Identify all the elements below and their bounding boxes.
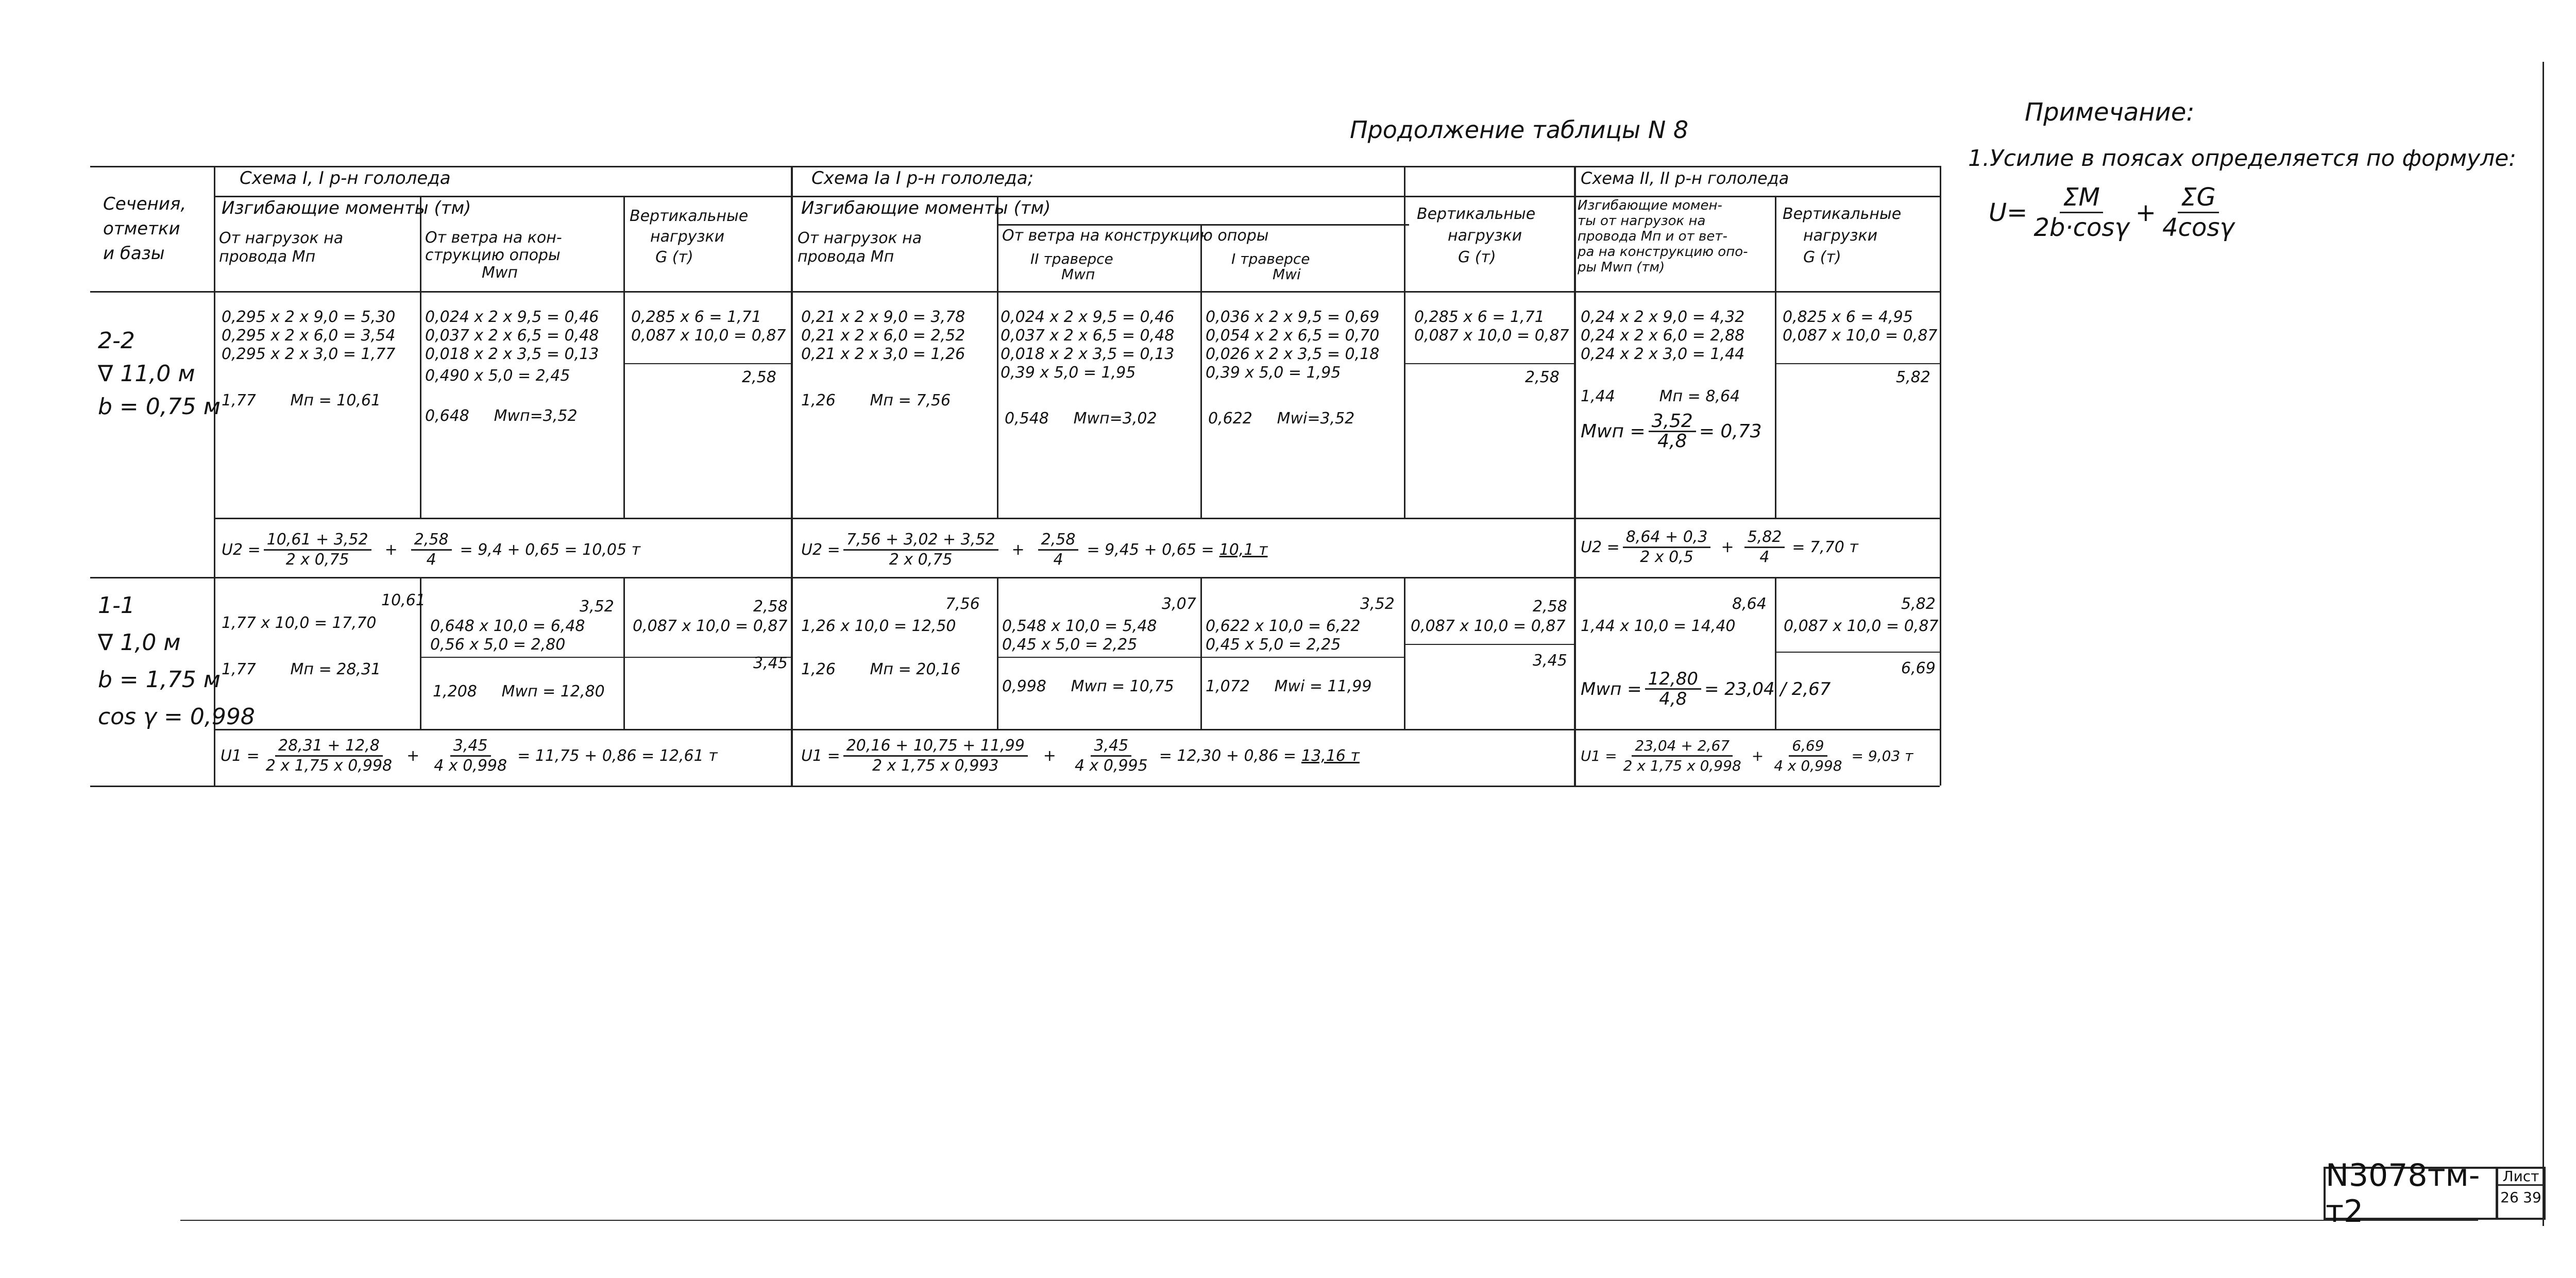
calc-line: 0,026 x 2 x 3,5 = 0,18	[1206, 345, 1380, 363]
calc-line: 0,21 x 2 x 9,0 = 3,78	[801, 308, 965, 326]
u-label: U2 =	[801, 540, 840, 559]
calc-line: 0,39 x 5,0 = 1,95	[1001, 364, 1136, 382]
note-heading: Примечание:	[2025, 98, 2195, 127]
scheme1-wires-header	[219, 229, 343, 266]
header-line: Сечения,	[103, 194, 187, 214]
fraction	[1744, 528, 1785, 567]
scheme1-r11-wind-top: 3,52	[580, 598, 614, 616]
section-base: b = 1,75 м	[98, 667, 221, 693]
scheme1a-r11-t1-sum: 1,072 Mwi = 11,99	[1206, 677, 1372, 695]
calc-line: 0,622 x 10,0 = 6,22	[1206, 617, 1361, 635]
header-line: От нагрузок на	[219, 229, 344, 247]
calc-line: 0,21 x 2 x 3,0 = 1,26	[801, 345, 965, 363]
calc-line: 0,24 x 2 x 3,0 = 1,44	[1581, 345, 1745, 363]
header-line: нагрузки	[1803, 227, 1878, 245]
drawing-code: N3078тм-т2	[2326, 1157, 2480, 1230]
header-line: G (т)	[655, 248, 693, 266]
calc-line: 0,24 x 2 x 6,0 = 2,88	[1581, 327, 1745, 345]
scheme1a-r11-t1	[1206, 617, 1361, 654]
plus-sign: +	[1751, 747, 1764, 764]
scheme1a-r22-wires-sum: 1,26 Mп = 7,56	[801, 391, 951, 410]
scheme1a-u1-formula	[801, 737, 1360, 775]
header-line: и базы	[103, 243, 165, 264]
scheme1-r11-vert: 0,087 x 10,0 = 0,87	[633, 617, 788, 635]
sheet-stamp	[2496, 1167, 2546, 1220]
scheme2-title: Схема II, II р-н гололеда	[1581, 168, 1789, 188]
plus-sign: +	[1011, 540, 1025, 559]
u-label: U1 =	[801, 746, 840, 765]
u-result: = 7,70 т	[1792, 538, 1858, 556]
sheet-numbers	[2498, 1190, 2544, 1205]
scheme1a-r22-vert	[1414, 308, 1569, 345]
header-line: От ветра на кон-	[425, 229, 562, 247]
header-line: ры Mwп (тм)	[1578, 260, 1665, 275]
fraction	[843, 737, 1028, 775]
frac-den: 4 x 0,998	[1774, 757, 1842, 774]
scheme1a-r11-wires-top: 7,56	[945, 595, 980, 613]
header-line: G (т)	[1803, 248, 1841, 266]
section-cos: cos γ = 0,998	[98, 704, 255, 730]
calc-line: 0,018 x 2 x 3,5 = 0,13	[1001, 345, 1175, 363]
scheme1a-r11-t2-sum: 0,998 Mwп = 10,75	[1002, 677, 1174, 695]
frac-den: 4,8	[1659, 689, 1687, 709]
calc-line: 0,295 x 2 x 9,0 = 5,30	[222, 308, 396, 326]
sheet-number: 26	[2500, 1189, 2519, 1206]
frac-den: 2 x 1,75 x 0,993	[872, 757, 999, 775]
plus-sign: +	[406, 746, 420, 765]
frac-num: 23,04 + 2,67	[1632, 737, 1733, 757]
frac-den: 4 x 0,998	[434, 757, 507, 775]
scheme2-r11-m-top: 8,64	[1732, 595, 1767, 613]
scheme1-r22-vert-sum: 2,58	[742, 368, 776, 386]
scheme1-r11-wires-top: 10,61	[381, 591, 426, 609]
header-line: Вертикальные	[1417, 205, 1536, 223]
section-mark: ∇ 11,0 м	[98, 361, 195, 387]
scheme1a-r22-t2-sum: 0,548 Mwп=3,02	[1005, 410, 1157, 428]
mw-label: Mwп =	[1581, 420, 1646, 442]
fraction	[411, 531, 452, 569]
scheme1-r22-wind	[425, 308, 599, 385]
frac-num: 5,82	[1744, 528, 1785, 548]
scheme2-u1-formula	[1581, 737, 1913, 775]
fraction	[1771, 737, 1845, 775]
fraction	[263, 737, 395, 775]
scheme1-title: Схема I, I р-н гололеда	[240, 168, 451, 189]
frac-den: 4	[1053, 551, 1063, 569]
scheme2-r11-vert: 0,087 x 10,0 = 0,87	[1784, 617, 1939, 635]
formula-num: ΣG	[2178, 183, 2219, 213]
scheme2-r22-vert-sum: 5,82	[1896, 368, 1930, 386]
table-title: Продолжение таблицы N 8	[1350, 116, 1689, 144]
frac-num: 2,58	[1038, 531, 1079, 551]
calc-line: 0,548 x 10,0 = 5,48	[1002, 617, 1157, 635]
scheme1-u1-formula	[221, 737, 718, 775]
scheme1-r11-wires-sum: 1,77 Mп = 28,31	[222, 660, 381, 678]
scheme1-u2-formula	[222, 531, 640, 569]
header-line: Вертикальные	[1783, 205, 1902, 223]
formula-frac-moment	[2030, 183, 2132, 242]
mw-result: = 0,73	[1699, 420, 1762, 442]
scheme1a-r22-vert-sum: 2,58	[1525, 368, 1560, 386]
sections-header	[103, 192, 186, 266]
scheme1-r22-vert	[631, 308, 786, 345]
header-line: Mwi	[1273, 266, 1301, 283]
scheme1a-r11-vert-top: 2,58	[1533, 598, 1567, 616]
u-result: = 11,75 + 0,86 = 12,61 т	[517, 746, 718, 765]
drawing-code-stamp	[2324, 1157, 2498, 1230]
calc-line: 0,295 x 2 x 6,0 = 3,54	[222, 327, 396, 345]
u-result: = 9,4 + 0,65 = 10,05 т	[460, 540, 641, 559]
u-result-final: 10,1 т	[1219, 540, 1268, 559]
scheme2-r22-vert	[1783, 308, 1938, 345]
frac-num: 7,56 + 3,02 + 3,52	[843, 531, 998, 551]
formula-den: 2b·cosγ	[2033, 213, 2129, 242]
fraction	[431, 737, 510, 775]
formula-num: ΣM	[2060, 183, 2103, 213]
section-label: 2-2	[98, 328, 135, 354]
formula-plus: +	[2135, 198, 2157, 227]
section-mark: ∇ 1,0 м	[98, 629, 181, 656]
calc-line: 0,024 x 2 x 9,5 = 0,46	[1001, 308, 1175, 326]
header-line: нагрузки	[650, 228, 725, 246]
u-result-final: 13,16 т	[1301, 746, 1360, 765]
calc-line: 0,45 x 5,0 = 2,25	[1206, 636, 1341, 654]
sheet-total: 39	[2523, 1189, 2541, 1206]
calc-line: 0,39 x 5,0 = 1,95	[1206, 364, 1341, 382]
scheme1a-r11-wires: 1,26 x 10,0 = 12,50	[801, 617, 956, 635]
fraction	[1072, 737, 1151, 775]
fraction	[1620, 737, 1744, 775]
scheme1a-r11-t2	[1002, 617, 1157, 654]
frac-den: 4	[426, 551, 436, 569]
scheme1a-wires-header	[798, 229, 922, 266]
scheme1a-moments-header: Изгибающие моменты (тм)	[801, 198, 1051, 218]
scheme1-r11-wind-sum: 1,208 Mwп = 12,80	[433, 683, 605, 701]
fraction	[843, 531, 998, 569]
scheme1-vert-header	[630, 206, 748, 268]
frac-num: 3,45	[450, 737, 491, 757]
calc-line: 0,087 x 10,0 = 0,87	[1783, 327, 1938, 345]
u-result: = 9,03 т	[1851, 747, 1913, 764]
frac-num: 6,69	[1789, 737, 1827, 757]
fraction	[1038, 531, 1079, 569]
frac-den: 2 x 1,75 x 0,998	[265, 757, 393, 775]
fraction	[1645, 670, 1701, 708]
u-label: U2 =	[222, 540, 261, 559]
header-line: провода Mп	[219, 248, 316, 266]
scheme1-r22-wind-sum: 0,648 Mwп=3,52	[425, 407, 578, 425]
scheme1-r11-wires: 1,77 x 10,0 = 17,70	[222, 614, 377, 632]
scheme1-moments-header: Изгибающие моменты (тм)	[222, 198, 471, 218]
scheme1a-r22-wires	[801, 308, 965, 364]
scheme1a-r11-t1-top: 3,52	[1360, 595, 1395, 613]
fraction	[1649, 412, 1696, 451]
scheme2-moments-header	[1578, 198, 1748, 275]
frac-num: 8,64 + 0,3	[1623, 528, 1711, 548]
scheme1a-r11-vert: 0,087 x 10,0 = 0,87	[1411, 617, 1566, 635]
scheme1a-r22-t1-sum: 0,622 Mwi=3,52	[1208, 410, 1355, 428]
frac-den: 4,8	[1657, 431, 1687, 452]
calc-line: 0,285 x 6 = 1,71	[1414, 308, 1545, 326]
section-2-2	[98, 325, 221, 423]
calc-line: 0,037 x 2 x 6,5 = 0,48	[1001, 327, 1175, 345]
scheme2-vert-header	[1783, 203, 1901, 268]
scheme1a-r22-t2	[1001, 308, 1174, 382]
u-label: U2 =	[1581, 538, 1620, 556]
scheme2-r22-m-sum: 1,44 Mп = 8,64	[1581, 387, 1740, 405]
plus-sign: +	[1721, 538, 1734, 556]
header-line: нагрузки	[1448, 227, 1522, 245]
scheme2-r11-vert-sum: 6,69	[1901, 659, 1936, 677]
scheme2-r11-mw	[1581, 670, 1831, 708]
frac-num: 20,16 + 10,75 + 11,99	[843, 737, 1028, 757]
section-base: b = 0,75 м	[98, 394, 221, 420]
frac-den: 2 x 0,75	[285, 551, 349, 569]
header-line: G (т)	[1458, 248, 1496, 266]
u-result: = 12,30 + 0,86 =	[1159, 746, 1296, 765]
u-label: U1 =	[1581, 747, 1617, 764]
header-line: Изгибающие момен-	[1578, 198, 1722, 213]
plus-sign: +	[384, 540, 398, 559]
scheme1a-trav2-header	[1030, 251, 1113, 282]
calc-line: 0,45 x 5,0 = 2,25	[1002, 636, 1138, 654]
header-line: провода Mп и от вет-	[1578, 229, 1727, 244]
header-line: струкцию опоры	[425, 246, 561, 264]
note-formula	[1989, 183, 2241, 242]
frac-den: 2 x 1,75 x 0,998	[1623, 757, 1741, 774]
scheme1-r22-wires-sum: 1,77 Mп = 10,61	[222, 391, 381, 410]
note-text: 1.Усилие в поясах определяется по формуле:	[1968, 145, 2517, 172]
mw-result: = 23,04 / 2,67	[1704, 678, 1831, 700]
frac-num: 2,58	[411, 531, 452, 551]
header-line: ра на конструкцию опо-	[1578, 244, 1748, 260]
scheme1-wind-header	[425, 229, 562, 282]
scheme2-u2-formula	[1581, 528, 1858, 567]
calc-line: 0,825 x 6 = 4,95	[1783, 308, 1913, 326]
calc-line: 0,024 x 2 x 9,5 = 0,46	[425, 308, 599, 326]
calc-line: 0,037 x 2 x 6,5 = 0,48	[425, 327, 599, 345]
scheme1-r11-wind	[430, 617, 585, 654]
scheme1a-r11-t2-top: 3,07	[1162, 595, 1196, 613]
calc-line: 0,054 x 2 x 6,5 = 0,70	[1206, 327, 1380, 345]
frac-num: 3,52	[1649, 412, 1696, 432]
scheme1a-u2-formula	[801, 531, 1267, 569]
frac-num: 3,45	[1091, 737, 1131, 757]
fraction	[264, 531, 371, 569]
scheme1a-vert-header	[1417, 203, 1535, 268]
scheme1a-r22-t1	[1206, 308, 1379, 382]
frac-den: 2 x 0,5	[1640, 548, 1693, 566]
header-line: II траверсе	[1030, 250, 1113, 267]
scheme2-r11-vert-top: 5,82	[1901, 595, 1936, 613]
u-label: U1 =	[221, 746, 260, 765]
calc-line: 0,295 x 2 x 3,0 = 1,77	[222, 345, 396, 363]
scheme1-r11-vert-top: 2,58	[753, 598, 788, 616]
sheet-label: Лист	[2498, 1169, 2544, 1186]
scheme1-r11-vert-sum: 3,45	[753, 654, 788, 672]
u-result: = 9,45 + 0,65 =	[1087, 540, 1214, 559]
mw-label: Mwп =	[1581, 678, 1642, 700]
calc-line: 0,285 x 6 = 1,71	[631, 308, 761, 326]
plus-sign: +	[1043, 746, 1056, 765]
header-line: I траверсе	[1231, 250, 1310, 267]
fraction	[1623, 528, 1711, 567]
calc-line: 0,036 x 2 x 9,5 = 0,69	[1206, 308, 1380, 326]
frac-num: 10,61 + 3,52	[264, 531, 371, 551]
scheme1a-trav1-header	[1231, 251, 1310, 282]
header-line: провода Mп	[798, 248, 894, 266]
calc-line: 0,490 x 5,0 = 2,45	[425, 367, 570, 385]
header-line: Mwп	[1061, 266, 1095, 283]
header-line: ты от нагрузок на	[1578, 213, 1706, 229]
section-label: 1-1	[98, 592, 135, 619]
header-line: Mwп	[482, 264, 518, 282]
frac-den: 4	[1759, 548, 1770, 566]
frac-den: 2 x 0,75	[889, 551, 953, 569]
scheme2-r22-m	[1581, 308, 1744, 364]
header-line: От нагрузок на	[798, 229, 922, 247]
frac-num: 28,31 + 12,8	[275, 737, 383, 757]
scheme1a-r11-vert-sum: 3,45	[1533, 652, 1567, 670]
calc-line: 0,087 x 10,0 = 0,87	[631, 327, 786, 345]
calc-line: 0,24 x 2 x 9,0 = 4,32	[1581, 308, 1745, 326]
formula-frac-load	[2159, 183, 2238, 242]
frac-den: 4 x 0,995	[1074, 757, 1148, 775]
calc-line: 0,648 x 10,0 = 6,48	[430, 617, 585, 635]
scheme1a-title: Схема Iа I р-н гололеда;	[811, 168, 1034, 189]
scheme1a-wind-header: От ветра на конструкцию опоры	[1002, 227, 1269, 245]
scheme2-r22-mw	[1581, 412, 1762, 451]
calc-line: 0,21 x 2 x 6,0 = 2,52	[801, 327, 965, 345]
calc-line: 0,56 x 5,0 = 2,80	[430, 636, 566, 654]
scheme1a-r11-wires-sum: 1,26 Mп = 20,16	[801, 660, 961, 678]
formula-u: U=	[1989, 198, 2028, 227]
calc-line: 0,087 x 10,0 = 0,87	[1414, 327, 1569, 345]
scheme1-r22-wires	[222, 308, 395, 364]
header-line: отметки	[103, 218, 180, 239]
scheme2-r11-m: 1,44 x 10,0 = 14,40	[1581, 617, 1736, 635]
frac-num: 12,80	[1645, 670, 1701, 690]
formula-den: 4cosγ	[2162, 213, 2234, 242]
calc-line: 0,018 x 2 x 3,5 = 0,13	[425, 345, 599, 363]
header-line: Вертикальные	[630, 207, 749, 225]
